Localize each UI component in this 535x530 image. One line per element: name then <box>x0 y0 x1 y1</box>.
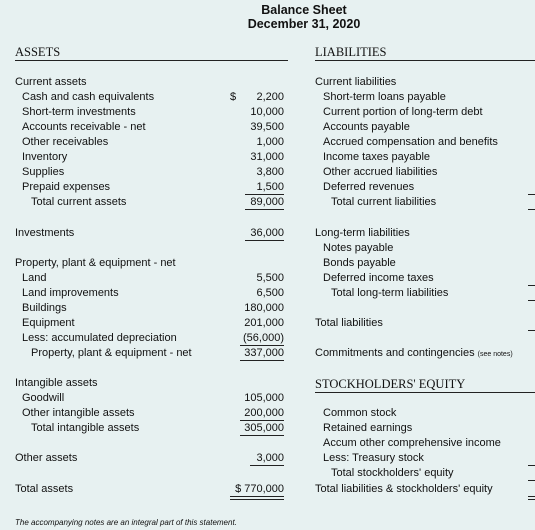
total-long-term-liabilities-label: Total long-term liabilities <box>331 287 449 299</box>
total-rule <box>240 435 284 436</box>
equity-row-label: Less: Treasury stock <box>323 452 424 464</box>
ppe-total-label: Property, plant & equipment - net <box>31 347 192 359</box>
asset-row-value: 3,800 <box>256 166 284 178</box>
total-current-liabilities-label: Total current liabilities <box>331 196 437 208</box>
total-equity-label: Total stockholders' equity <box>331 467 454 479</box>
current-liabilities-label: Current liabilities <box>315 76 397 88</box>
asset-row-value: 39,500 <box>250 121 284 133</box>
double-rule-bottom <box>230 499 284 500</box>
currency-symbol: $ <box>230 91 237 103</box>
ppe-row-value: 5,500 <box>256 272 284 284</box>
total-assets-label: Total assets <box>15 483 74 495</box>
equity-row-label: Retained earnings <box>323 422 413 434</box>
ppe-row-value: 6,500 <box>256 287 284 299</box>
asset-row-value: 31,000 <box>250 151 284 163</box>
document-title: Balance Sheet <box>261 3 347 17</box>
subtotal-rule <box>245 194 284 195</box>
equity-row-label: Common stock <box>323 407 397 419</box>
asset-row-label: Short-term investments <box>22 106 136 118</box>
other-assets-rule <box>250 465 284 466</box>
other-assets-label: Other assets <box>15 452 78 464</box>
liability-row-label: Accrued compensation and benefits <box>323 136 498 148</box>
ppe-total-value: 337,000 <box>244 347 284 359</box>
asset-row-label: Cash and cash equivalents <box>22 91 155 103</box>
asset-row-value: 1,500 <box>256 181 284 193</box>
commitments-note: (see notes) <box>477 351 513 358</box>
cropped-total-rule <box>528 480 535 481</box>
ppe-row-value: (56,000) <box>243 332 284 344</box>
assets-heading: ASSETS <box>15 45 61 59</box>
equity-heading-rule <box>315 392 535 393</box>
ppe-row-label: Buildings <box>22 302 67 314</box>
long-term-row-label: Deferred income taxes <box>323 272 434 284</box>
intangible-total-value: 305,000 <box>244 422 284 434</box>
ppe-row-label: Land improvements <box>22 287 119 299</box>
intangible-row-label: Other intangible assets <box>22 407 135 419</box>
liability-row-label: Current portion of long-term debt <box>323 106 483 118</box>
current-assets-label: Current assets <box>15 76 87 88</box>
cropped-subtotal-rule <box>528 465 535 466</box>
intangible-row-value: 105,000 <box>244 392 284 404</box>
long-term-row-label: Notes payable <box>323 242 394 254</box>
asset-row-label: Other receivables <box>22 136 109 148</box>
investments-value: 36,000 <box>250 227 284 239</box>
asset-row-label: Accounts receivable - net <box>22 121 146 133</box>
liability-row-label: Accounts payable <box>323 121 410 133</box>
ppe-row-label: Land <box>22 272 47 284</box>
commitments-text: Commitments and contingencies <box>315 347 475 359</box>
investments-label: Investments <box>15 227 75 239</box>
investments-rule <box>245 240 284 241</box>
equity-row-label: Accum other comprehensive income <box>323 437 501 449</box>
liability-row-label: Other accrued liabilities <box>323 166 438 178</box>
liability-row-label: Deferred revenues <box>323 181 415 193</box>
asset-row-value: 10,000 <box>250 106 284 118</box>
cropped-subtotal-rule <box>528 194 535 195</box>
intangible-row-value: 200,000 <box>244 407 284 419</box>
document-date: December 31, 2020 <box>247 17 361 31</box>
cropped-total-rule <box>528 330 535 331</box>
cropped-subtotal-rule <box>528 285 535 286</box>
cropped-total-rule <box>528 209 535 210</box>
footnote: The accompanying notes are an integral part of this statement. <box>15 518 237 527</box>
other-assets-value: 3,000 <box>256 452 284 464</box>
total-current-assets-label: Total current assets <box>31 196 127 208</box>
asset-row-label: Inventory <box>22 151 68 163</box>
cropped-double-rule-top <box>528 496 535 497</box>
cropped-total-rule <box>528 300 535 301</box>
total-rule <box>245 209 284 210</box>
total-rule <box>240 360 284 361</box>
total-liabilities-equity-label: Total liabilities & stockholders' equity <box>315 483 493 495</box>
asset-row-value: 2,200 <box>256 91 284 103</box>
total-current-assets-value: 89,000 <box>250 196 284 208</box>
ppe-row-label: Equipment <box>22 317 75 329</box>
total-assets-value: $ 770,000 <box>235 483 284 495</box>
liability-row-label: Income taxes payable <box>323 151 431 163</box>
assets-heading-rule <box>15 60 288 61</box>
ppe-row-value: 201,000 <box>244 317 284 329</box>
ppe-row-value: 180,000 <box>244 302 284 314</box>
cropped-double-rule-bottom <box>528 499 535 500</box>
liabilities-heading-rule <box>315 60 535 61</box>
liabilities-heading: LIABILITIES <box>315 45 387 59</box>
liability-row-label: Short-term loans payable <box>323 91 446 103</box>
asset-row-label: Prepaid expenses <box>22 181 111 193</box>
double-rule-top <box>230 496 284 497</box>
intangible-total-label: Total intangible assets <box>31 422 140 434</box>
ppe-heading: Property, plant & equipment - net <box>15 257 176 269</box>
subtotal-rule <box>240 345 284 346</box>
ppe-row-label: Less: accumulated depreciation <box>22 332 177 344</box>
intangible-row-label: Goodwill <box>22 392 65 404</box>
asset-row-label: Supplies <box>22 166 65 178</box>
long-term-liabilities-label: Long-term liabilities <box>315 227 410 239</box>
asset-row-value: 1,000 <box>256 136 284 148</box>
intangible-heading: Intangible assets <box>15 377 98 389</box>
total-liabilities-label: Total liabilities <box>315 317 383 329</box>
subtotal-rule <box>240 420 284 421</box>
long-term-row-label: Bonds payable <box>323 257 396 269</box>
commitments-label <box>315 347 513 361</box>
equity-heading: STOCKHOLDERS' EQUITY <box>315 377 466 391</box>
